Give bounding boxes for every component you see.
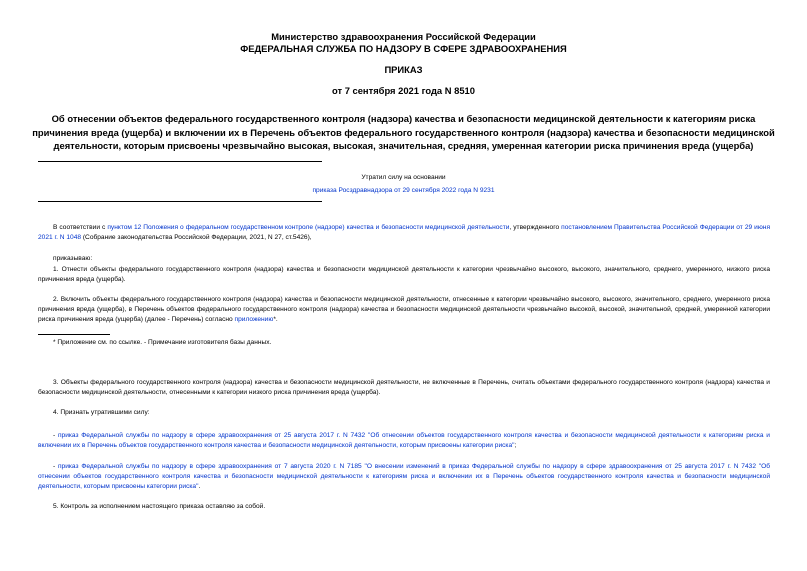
document-type: ПРИКАЗ bbox=[384, 64, 423, 75]
list-dash: - bbox=[53, 463, 58, 470]
intro-text: (Собрание законодательства Российской Федерации, 2021, N 27, ст.5426), bbox=[81, 234, 312, 241]
repealed-order-1 bbox=[38, 431, 770, 451]
separator-line bbox=[38, 201, 322, 202]
item-5: 5. Контроль за исполнением настоящего приказа оставляю за собой. bbox=[53, 503, 266, 510]
footnote: * Приложение см. по ссылке. - Примечание изготовителя базы данных. bbox=[53, 339, 272, 346]
government-decree-link[interactable]: постановлением Правительства Российской Федерации от 29 июня 2021 г. N 1048 bbox=[38, 224, 771, 241]
item-2 bbox=[38, 295, 770, 325]
document-title: Об отнесении объектов федерального государственного контроля (надзора) качества и безопасности медицинской деятельности к категориям риска причинения вреда (ущерба) и включении их в Перечень объектов федерального государственного контроля (надзора) качества и безопасности медицинской деятельности, которым присвоены чрезвычайно высокая, высокая, значительная, средняя, умеренная категории риска причинения вреда (ущерба) bbox=[32, 113, 775, 151]
intro-text: В соответствии с bbox=[53, 224, 108, 231]
footnote-separator bbox=[38, 334, 110, 335]
list-dash: - bbox=[53, 432, 58, 439]
item-3: 3. Объекты федерального государственного контроля (надзора) качества и безопасности медицинской деятельности, не включенные в Перечень, считать объектами федерального государственного контроля (надзора) качества и безопасности медицинской деятельности, отнесенными к категории низкого риска причинения вреда (ущерба). bbox=[38, 379, 770, 396]
status-notice bbox=[300, 171, 507, 197]
service-name: ФЕДЕРАЛЬНАЯ СЛУЖБА ПО НАДЗОРУ В СФЕРЕ ЗДРАВООХРАНЕНИЯ bbox=[240, 43, 567, 54]
ministry-name: Министерство здравоохранения Российской Федерации bbox=[271, 31, 536, 42]
repealed-order-2-link[interactable]: приказ Федеральной службы по надзору в сфере здравоохранения от 7 августа 2020 г. N 7185 "О внесении изменений в приказ Федеральной службы по надзору в сфере здравоохранения от 25 августа 2017 г. N 7432 "Об отнесении объектов государственного контроля качества и безопасности медицинской деятельности к категориям риска и включении их в Перечень объектов государственного контроля качества и безопасности медицинской деятельности, которым присвоены категории риска" bbox=[38, 463, 771, 490]
order-word: приказываю: bbox=[53, 255, 93, 262]
repeal-order-link[interactable]: приказа Росздравнадзора от 29 сентября 2022 года N 9231 bbox=[312, 187, 495, 194]
regulation-clause-link[interactable]: пунктом 12 Положения о федеральном государственном контроле (надзоре) качества и безопасности медицинской деятельности bbox=[107, 224, 510, 231]
item-2-text: 2. Включить объекты федерального государственного контроля (надзора) качества и безопасности медицинской деятельности, отнесенные к категории чрезвычайно высокого, высокого, значительного, среднего, умеренного риска причинения вреда (ущерба), в Перечень объектов федерального государственного контроля (надзора) качества и безопасности медицинской деятельности чрезвычайно высокой, высокой, значительной, средней, умеренной категории риска причинения вреда (ущерба) (далее - Перечень) согласно bbox=[38, 296, 770, 323]
document-date: от 7 сентября 2021 года N 8510 bbox=[332, 85, 475, 96]
item-4: 4. Признать утратившими силу: bbox=[53, 409, 150, 416]
repealed-order-2 bbox=[38, 462, 770, 492]
list-punctuation: ; bbox=[514, 442, 517, 449]
item-1: 1. Отнести объекты федерального государственного контроля (надзора) качества и безопасности медицинской деятельности к категории чрезвычайно высокого, высокого, значительного, среднего, умеренного, низкого риска причинения вреда (ущерба). bbox=[38, 266, 770, 283]
item-2-tail: *. bbox=[273, 316, 278, 323]
appendix-link[interactable]: приложению bbox=[234, 316, 274, 323]
separator-line bbox=[38, 161, 322, 162]
intro-text: , утвержденного bbox=[509, 224, 562, 231]
status-notice-text: Утратил силу на основании bbox=[361, 174, 446, 181]
intro-paragraph bbox=[38, 223, 770, 243]
list-punctuation: . bbox=[198, 483, 201, 490]
repealed-order-1-link[interactable]: приказ Федеральной службы по надзору в сфере здравоохранения от 25 августа 2017 г. N 7432 "Об отнесении объектов государственного контроля качества и безопасности медицинской деятельности к категориям риска и включении их в Перечень объектов государственного контроля качества и безопасности медицинской деятельности, которым присвоены категории риска" bbox=[38, 432, 770, 449]
